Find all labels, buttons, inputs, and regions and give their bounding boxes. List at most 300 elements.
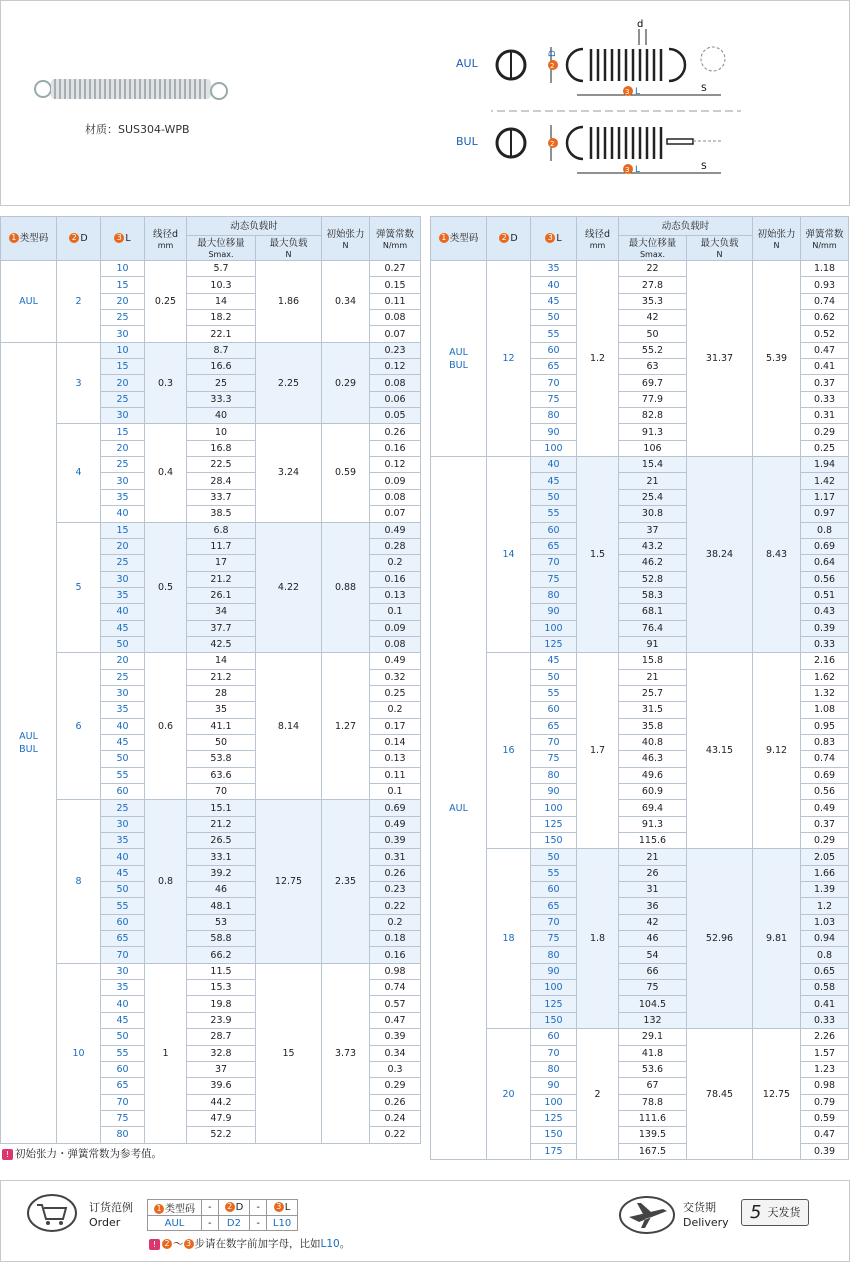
initial-tension-cell: 12.75 xyxy=(753,1029,801,1160)
max-displacement-cell: 50 xyxy=(619,326,687,342)
length-cell: 55 xyxy=(531,865,577,881)
length-cell: 30 xyxy=(101,473,145,489)
spring-constant-cell: 0.32 xyxy=(370,669,421,685)
max-displacement-cell: 39.6 xyxy=(187,1078,256,1094)
max-displacement-cell: 14 xyxy=(187,653,256,669)
col-maxload-header: 最大负载 N xyxy=(256,236,322,261)
material-label: 材质：SUS304-WPB xyxy=(85,123,190,136)
max-displacement-cell: 69.4 xyxy=(619,800,687,816)
spring-constant-cell: 0.27 xyxy=(370,261,421,277)
max-displacement-cell: 40 xyxy=(187,408,256,424)
spring-constant-cell: 2.16 xyxy=(801,653,849,669)
length-cell: 20 xyxy=(101,293,145,309)
order-L-value: L10 xyxy=(266,1216,297,1231)
length-cell: 50 xyxy=(531,849,577,865)
length-cell: 55 xyxy=(101,898,145,914)
col-type-header: 1 类型码 xyxy=(1,217,57,261)
spring-constant-cell: 0.37 xyxy=(801,375,849,391)
max-displacement-cell: 11.5 xyxy=(187,963,256,979)
max-displacement-cell: 16.8 xyxy=(187,440,256,456)
spring-constant-cell: 0.23 xyxy=(370,342,421,358)
spring-constant-cell: 0.79 xyxy=(801,1094,849,1110)
max-displacement-cell: 106 xyxy=(619,440,687,456)
length-cell: 10 xyxy=(101,261,145,277)
length-cell: 100 xyxy=(531,440,577,456)
type-code-cell: AUL xyxy=(1,261,57,343)
max-load-cell: 31.37 xyxy=(687,261,753,457)
length-cell: 45 xyxy=(531,473,577,489)
length-cell: 50 xyxy=(531,669,577,685)
length-cell: 35 xyxy=(101,980,145,996)
spring-constant-cell: 0.3 xyxy=(370,1061,421,1077)
length-cell: 75 xyxy=(101,1110,145,1126)
length-cell: 60 xyxy=(101,914,145,930)
spring-constant-cell: 0.74 xyxy=(801,293,849,309)
max-displacement-cell: 10 xyxy=(187,424,256,440)
max-displacement-cell: 63.6 xyxy=(187,767,256,783)
max-displacement-cell: 111.6 xyxy=(619,1110,687,1126)
length-cell: 20 xyxy=(101,375,145,391)
max-displacement-cell: 28.4 xyxy=(187,473,256,489)
max-load-cell: 2.25 xyxy=(256,342,322,424)
max-displacement-cell: 37.7 xyxy=(187,620,256,636)
max-load-cell: 1.86 xyxy=(256,261,322,343)
length-cell: 35 xyxy=(101,833,145,849)
col-maxload-header: 最大负载 N xyxy=(687,236,753,261)
max-displacement-cell: 104.5 xyxy=(619,996,687,1012)
wire-diameter-cell: 0.3 xyxy=(145,342,187,424)
diagram-type-bul: BUL xyxy=(456,135,478,148)
length-cell: 15 xyxy=(101,277,145,293)
table-row xyxy=(431,849,849,865)
table-row xyxy=(1,342,421,358)
length-cell: 30 xyxy=(101,326,145,342)
length-cell: 25 xyxy=(101,669,145,685)
max-displacement-cell: 21.2 xyxy=(187,571,256,587)
diameter-cell: 14 xyxy=(487,457,531,653)
length-cell: 10 xyxy=(101,342,145,358)
table-row xyxy=(1,424,421,440)
max-displacement-cell: 53.8 xyxy=(187,751,256,767)
length-cell: 125 xyxy=(531,636,577,652)
max-displacement-cell: 29.1 xyxy=(619,1029,687,1045)
max-displacement-cell: 46.3 xyxy=(619,751,687,767)
spring-constant-cell: 0.64 xyxy=(801,555,849,571)
length-cell: 45 xyxy=(531,653,577,669)
diameter-cell: 3 xyxy=(57,342,101,424)
length-cell: 40 xyxy=(101,718,145,734)
max-displacement-cell: 46 xyxy=(187,882,256,898)
col-L-header: 3 L xyxy=(531,217,577,261)
max-load-cell: 52.96 xyxy=(687,849,753,1029)
length-cell: 30 xyxy=(101,408,145,424)
spring-constant-cell: 0.98 xyxy=(801,1078,849,1094)
svg-text:L: L xyxy=(635,165,641,175)
initial-tension-cell: 0.34 xyxy=(322,261,370,343)
max-displacement-cell: 34 xyxy=(187,604,256,620)
spring-constant-cell: 0.34 xyxy=(370,1045,421,1061)
d-dimension-label: d xyxy=(637,19,644,30)
length-cell: 100 xyxy=(531,980,577,996)
length-cell: 45 xyxy=(101,1012,145,1028)
spring-constant-cell: 0.26 xyxy=(370,865,421,881)
spring-constant-cell: 0.07 xyxy=(370,506,421,522)
max-displacement-cell: 52.8 xyxy=(619,571,687,587)
max-displacement-cell: 21.2 xyxy=(187,669,256,685)
max-displacement-cell: 41.1 xyxy=(187,718,256,734)
length-cell: 55 xyxy=(101,767,145,783)
D-dimension-label: D xyxy=(548,50,558,57)
length-cell: 75 xyxy=(531,571,577,587)
length-cell: 70 xyxy=(531,734,577,750)
wire-diameter-cell: 1.8 xyxy=(577,849,619,1029)
length-cell: 60 xyxy=(101,1061,145,1077)
max-displacement-cell: 15.3 xyxy=(187,980,256,996)
max-displacement-cell: 68.1 xyxy=(619,604,687,620)
max-displacement-cell: 52.2 xyxy=(187,1127,256,1143)
max-displacement-cell: 47.9 xyxy=(187,1110,256,1126)
spring-constant-cell: 0.23 xyxy=(370,882,421,898)
initial-tension-cell: 0.59 xyxy=(322,424,370,522)
svg-text:3: 3 xyxy=(625,166,630,174)
max-displacement-cell: 21 xyxy=(619,849,687,865)
wire-diameter-cell: 1.5 xyxy=(577,457,619,653)
length-cell: 35 xyxy=(101,702,145,718)
max-displacement-cell: 37 xyxy=(187,1061,256,1077)
wire-diameter-cell: 0.5 xyxy=(145,522,187,653)
length-cell: 150 xyxy=(531,1012,577,1028)
diameter-cell: 12 xyxy=(487,261,531,457)
spring-constant-cell: 0.09 xyxy=(370,620,421,636)
L-dimension-label: L xyxy=(635,87,641,97)
wire-diameter-cell: 2 xyxy=(577,1029,619,1160)
length-cell: 70 xyxy=(101,947,145,963)
max-displacement-cell: 49.6 xyxy=(619,767,687,783)
spring-constant-cell: 0.39 xyxy=(801,620,849,636)
length-cell: 60 xyxy=(531,522,577,538)
length-cell: 55 xyxy=(531,326,577,342)
spring-constant-cell: 0.29 xyxy=(801,424,849,440)
diameter-cell: 18 xyxy=(487,849,531,1029)
max-displacement-cell: 35.8 xyxy=(619,718,687,734)
wire-diameter-cell: 1 xyxy=(145,963,187,1143)
spring-constant-cell: 0.09 xyxy=(370,473,421,489)
spring-constant-cell: 0.16 xyxy=(370,440,421,456)
spring-constant-cell: 1.08 xyxy=(801,702,849,718)
spring-constant-cell: 0.49 xyxy=(370,653,421,669)
max-displacement-cell: 35.3 xyxy=(619,293,687,309)
length-cell: 70 xyxy=(531,914,577,930)
max-load-cell: 4.22 xyxy=(256,522,322,653)
max-displacement-cell: 55.2 xyxy=(619,342,687,358)
spring-constant-cell: 0.11 xyxy=(370,767,421,783)
length-cell: 125 xyxy=(531,816,577,832)
spring-constant-cell: 1.42 xyxy=(801,473,849,489)
length-cell: 55 xyxy=(531,506,577,522)
length-cell: 45 xyxy=(101,734,145,750)
max-displacement-cell: 58.8 xyxy=(187,931,256,947)
max-load-cell: 38.24 xyxy=(687,457,753,653)
length-cell: 70 xyxy=(531,555,577,571)
max-load-cell: 78.45 xyxy=(687,1029,753,1160)
length-cell: 70 xyxy=(531,1045,577,1061)
length-cell: 150 xyxy=(531,833,577,849)
spring-constant-cell: 0.59 xyxy=(801,1110,849,1126)
length-cell: 40 xyxy=(101,996,145,1012)
max-displacement-cell: 10.3 xyxy=(187,277,256,293)
max-displacement-cell: 18.2 xyxy=(187,310,256,326)
length-cell: 65 xyxy=(101,1078,145,1094)
table-row xyxy=(1,963,421,979)
length-cell: 60 xyxy=(531,342,577,358)
spring-constant-cell: 0.17 xyxy=(370,718,421,734)
length-cell: 80 xyxy=(101,1127,145,1143)
length-cell: 40 xyxy=(101,506,145,522)
spring-constant-cell: 0.24 xyxy=(370,1110,421,1126)
diagram-type-aul: AUL xyxy=(456,57,478,70)
length-cell: 100 xyxy=(531,620,577,636)
max-displacement-cell: 28 xyxy=(187,685,256,701)
spring-constant-cell: 0.12 xyxy=(370,457,421,473)
table-row xyxy=(1,522,421,538)
max-displacement-cell: 26.5 xyxy=(187,833,256,849)
max-displacement-cell: 25.7 xyxy=(619,685,687,701)
spring-constant-cell: 0.41 xyxy=(801,996,849,1012)
max-displacement-cell: 42 xyxy=(619,914,687,930)
length-cell: 80 xyxy=(531,408,577,424)
spring-constant-cell: 0.8 xyxy=(801,522,849,538)
length-cell: 100 xyxy=(531,1094,577,1110)
col-tension-header: 初始张力 N xyxy=(753,217,801,261)
col-dynamic-header: 动态负载时 xyxy=(619,217,753,236)
initial-tension-cell: 9.81 xyxy=(753,849,801,1029)
type-code-cell: AUL xyxy=(431,457,487,1160)
length-cell: 125 xyxy=(531,996,577,1012)
length-cell: 25 xyxy=(101,457,145,473)
length-cell: 75 xyxy=(531,931,577,947)
max-displacement-cell: 43.2 xyxy=(619,538,687,554)
col-tension-header: 初始张力 N xyxy=(322,217,370,261)
spring-constant-cell: 0.47 xyxy=(370,1012,421,1028)
spring-constant-cell: 1.32 xyxy=(801,685,849,701)
length-cell: 90 xyxy=(531,604,577,620)
col-D-header: 2 D xyxy=(57,217,101,261)
spring-constant-cell: 0.69 xyxy=(370,800,421,816)
col-constant-header: 弹簧常数 N/mm xyxy=(370,217,421,261)
order-note: ! 2 ～ 3 步请在数字前加字母，比如L10。 xyxy=(149,1236,350,1251)
spring-constant-cell: 0.49 xyxy=(370,816,421,832)
max-displacement-cell: 60.9 xyxy=(619,784,687,800)
max-displacement-cell: 66.2 xyxy=(187,947,256,963)
initial-tension-cell: 0.88 xyxy=(322,522,370,653)
max-displacement-cell: 48.1 xyxy=(187,898,256,914)
col-wire-header: 线径d mm xyxy=(577,217,619,261)
spring-constant-cell: 0.74 xyxy=(370,980,421,996)
spring-constant-cell: 1.94 xyxy=(801,457,849,473)
spring-constant-cell: 0.33 xyxy=(801,1012,849,1028)
spring-constant-cell: 0.08 xyxy=(370,310,421,326)
length-cell: 35 xyxy=(101,587,145,603)
spring-constant-cell: 0.56 xyxy=(801,571,849,587)
spring-constant-cell: 0.29 xyxy=(370,1078,421,1094)
max-displacement-cell: 25 xyxy=(187,375,256,391)
spring-constant-cell: 0.41 xyxy=(801,359,849,375)
length-cell: 90 xyxy=(531,963,577,979)
spec-table-left-body xyxy=(1,261,421,1144)
svg-text:2: 2 xyxy=(550,140,555,148)
spring-constant-cell: 0.26 xyxy=(370,1094,421,1110)
order-title: 订货范例 Order xyxy=(89,1201,133,1229)
spring-constant-cell: 0.39 xyxy=(370,1029,421,1045)
max-displacement-cell: 91.3 xyxy=(619,816,687,832)
length-cell: 20 xyxy=(101,653,145,669)
max-displacement-cell: 46.2 xyxy=(619,555,687,571)
spring-constant-cell: 0.16 xyxy=(370,571,421,587)
spring-constant-cell: 0.65 xyxy=(801,963,849,979)
max-displacement-cell: 77.9 xyxy=(619,391,687,407)
length-cell: 65 xyxy=(531,718,577,734)
max-displacement-cell: 21 xyxy=(619,473,687,489)
length-cell: 60 xyxy=(531,882,577,898)
spring-constant-cell: 0.28 xyxy=(370,538,421,554)
spring-constant-cell: 0.13 xyxy=(370,751,421,767)
delivery-days-box: 5 天发货 xyxy=(741,1199,809,1226)
spring-constant-cell: 0.69 xyxy=(801,767,849,783)
max-displacement-cell: 15.1 xyxy=(187,800,256,816)
col-maxdisp-header: 最大位移量 Smax. xyxy=(619,236,687,261)
spring-constant-cell: 0.43 xyxy=(801,604,849,620)
spring-constant-cell: 0.22 xyxy=(370,898,421,914)
length-cell: 20 xyxy=(101,538,145,554)
product-header-panel xyxy=(0,0,850,206)
wire-diameter-cell: 1.7 xyxy=(577,653,619,849)
max-load-cell: 12.75 xyxy=(256,800,322,963)
table-row xyxy=(1,261,421,277)
max-displacement-cell: 36 xyxy=(619,898,687,914)
length-cell: 40 xyxy=(101,604,145,620)
max-displacement-cell: 32.8 xyxy=(187,1045,256,1061)
order-type-value: AUL xyxy=(148,1216,202,1231)
max-displacement-cell: 46 xyxy=(619,931,687,947)
col-maxdisp-header: 最大位移量 Smax. xyxy=(187,236,256,261)
max-load-cell: 15 xyxy=(256,963,322,1143)
spring-constant-cell: 1.03 xyxy=(801,914,849,930)
max-displacement-cell: 30.8 xyxy=(619,506,687,522)
spring-constant-cell: 1.2 xyxy=(801,898,849,914)
spring-constant-cell: 0.05 xyxy=(370,408,421,424)
length-cell: 65 xyxy=(101,931,145,947)
max-displacement-cell: 50 xyxy=(187,734,256,750)
col-dynamic-header: 动态负载时 xyxy=(187,217,322,236)
spring-constant-cell: 0.74 xyxy=(801,751,849,767)
spring-constant-cell: 0.08 xyxy=(370,489,421,505)
max-displacement-cell: 26 xyxy=(619,865,687,881)
length-cell: 65 xyxy=(531,359,577,375)
length-cell: 55 xyxy=(101,1045,145,1061)
info-icon: ! xyxy=(149,1239,160,1250)
max-displacement-cell: 40.8 xyxy=(619,734,687,750)
spring-constant-cell: 0.83 xyxy=(801,734,849,750)
max-displacement-cell: 132 xyxy=(619,1012,687,1028)
initial-tension-cell: 2.35 xyxy=(322,800,370,963)
spring-constant-cell: 0.56 xyxy=(801,784,849,800)
initial-tension-cell: 0.29 xyxy=(322,342,370,424)
length-cell: 65 xyxy=(531,538,577,554)
length-cell: 45 xyxy=(531,293,577,309)
length-cell: 55 xyxy=(531,685,577,701)
wire-diameter-cell: 1.2 xyxy=(577,261,619,457)
length-cell: 100 xyxy=(531,800,577,816)
spring-constant-cell: 1.62 xyxy=(801,669,849,685)
length-cell: 60 xyxy=(101,784,145,800)
length-cell: 15 xyxy=(101,359,145,375)
length-cell: 40 xyxy=(531,457,577,473)
spring-constant-cell: 0.11 xyxy=(370,293,421,309)
spring-constant-cell: 0.49 xyxy=(370,522,421,538)
max-displacement-cell: 54 xyxy=(619,947,687,963)
length-cell: 60 xyxy=(531,1029,577,1045)
length-cell: 80 xyxy=(531,947,577,963)
spring-constant-cell: 0.33 xyxy=(801,636,849,652)
max-displacement-cell: 58.3 xyxy=(619,587,687,603)
spring-constant-cell: 0.1 xyxy=(370,784,421,800)
order-example-panel xyxy=(0,1180,850,1262)
spring-constant-cell: 0.57 xyxy=(370,996,421,1012)
col-constant-header: 弹簧常数 N/mm xyxy=(801,217,849,261)
length-cell: 30 xyxy=(101,571,145,587)
initial-tension-cell: 1.27 xyxy=(322,653,370,800)
spring-constant-cell: 1.39 xyxy=(801,882,849,898)
length-cell: 80 xyxy=(531,767,577,783)
spring-dimension-diagram xyxy=(491,19,751,189)
initial-tension-cell: 9.12 xyxy=(753,653,801,849)
max-displacement-cell: 167.5 xyxy=(619,1143,687,1159)
footnote: ! 初始张力・弹簧常数为参考值。 xyxy=(2,1146,162,1161)
svg-text:3: 3 xyxy=(625,88,630,96)
length-cell: 30 xyxy=(101,685,145,701)
length-cell: 50 xyxy=(101,636,145,652)
length-cell: 40 xyxy=(531,277,577,293)
spring-constant-cell: 0.31 xyxy=(370,849,421,865)
max-load-cell: 43.15 xyxy=(687,653,753,849)
wire-diameter-cell: 0.6 xyxy=(145,653,187,800)
max-displacement-cell: 28.7 xyxy=(187,1029,256,1045)
spring-constant-cell: 0.51 xyxy=(801,587,849,603)
length-cell: 75 xyxy=(531,391,577,407)
max-displacement-cell: 19.8 xyxy=(187,996,256,1012)
max-displacement-cell: 139.5 xyxy=(619,1127,687,1143)
length-cell: 80 xyxy=(531,587,577,603)
max-displacement-cell: 6.8 xyxy=(187,522,256,538)
length-cell: 70 xyxy=(101,1094,145,1110)
spring-constant-cell: 0.47 xyxy=(801,342,849,358)
type-code-cell: AUL BUL xyxy=(431,261,487,457)
spring-constant-cell: 0.94 xyxy=(801,931,849,947)
max-displacement-cell: 26.1 xyxy=(187,587,256,603)
max-displacement-cell: 31 xyxy=(619,882,687,898)
length-cell: 90 xyxy=(531,784,577,800)
spring-constant-cell: 0.2 xyxy=(370,914,421,930)
spring-constant-cell: 0.07 xyxy=(370,326,421,342)
diameter-cell: 16 xyxy=(487,653,531,849)
length-cell: 65 xyxy=(531,898,577,914)
diameter-cell: 2 xyxy=(57,261,101,343)
max-displacement-cell: 75 xyxy=(619,980,687,996)
length-cell: 25 xyxy=(101,310,145,326)
max-displacement-cell: 17 xyxy=(187,555,256,571)
type-code-cell: AUL BUL xyxy=(1,342,57,1143)
length-cell: 35 xyxy=(531,261,577,277)
